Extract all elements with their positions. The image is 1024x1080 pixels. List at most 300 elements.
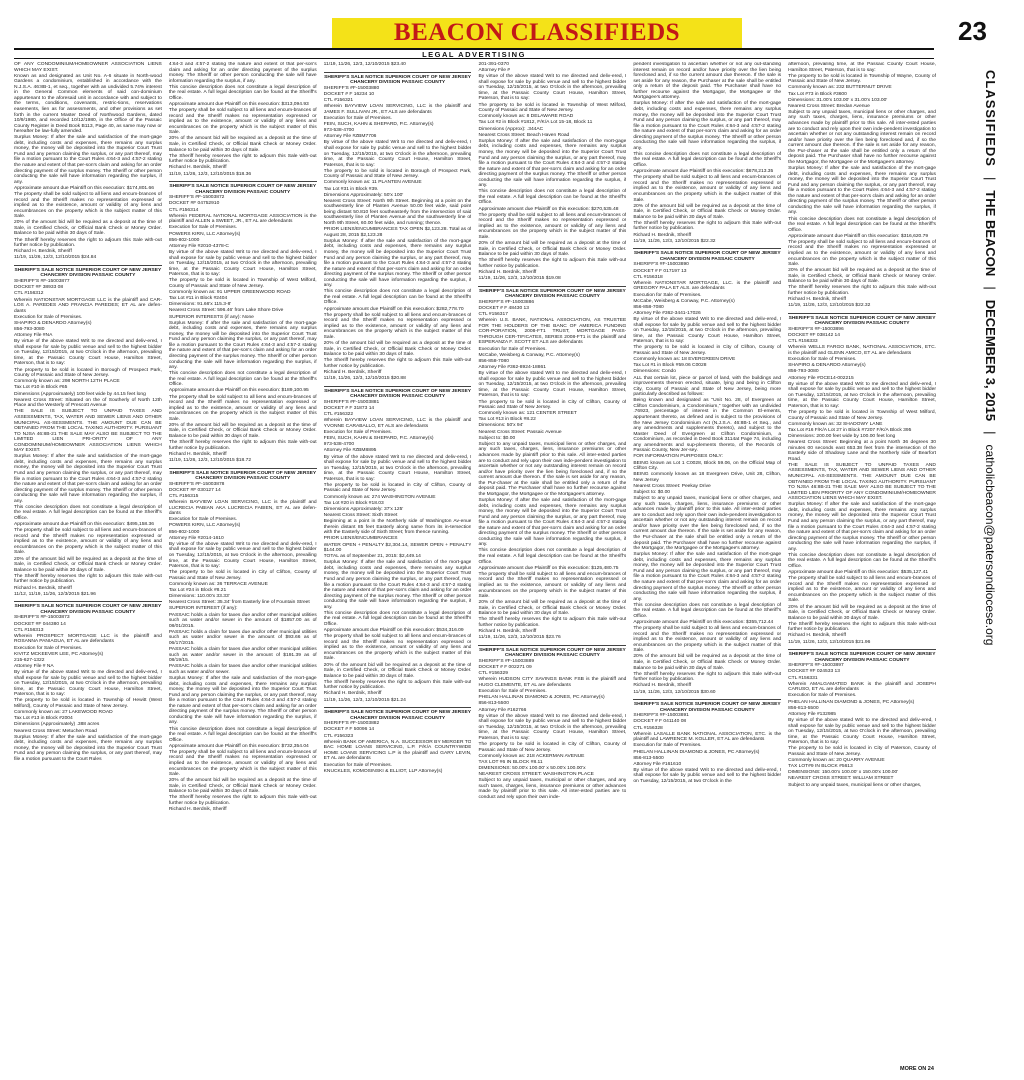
- notice-paragraph: SHERIFF'S #F-15003880: [323, 85, 380, 91]
- notice-paragraph: 215-627-1322: [14, 657, 45, 663]
- notice-paragraph: Subject to: $0.00: [633, 490, 671, 496]
- notice-paragraph: This concise description does not constitute a legal description of the real estate. A full legal description can be found at the Sheriff's Office.: [168, 726, 317, 743]
- notice-paragraph: Subject to any unpaid taxes, municipal liens or other charges, and any such taxes, charges, liens, insurance premiums or other advances made by plaintiff prior to this sale. All inter-ested parties are to conduct and rely upon their own inde-pendent investigation to ascertain whether or not any outstanding interest remain on record and/or have priority over the lien being foreclosed and, if so the current amount due thereon. If the sale is set aside for any reason, the Pur-chaser at the sale shall be entitled only a return of the deposit paid. The Purchaser shall have no further recourse against the Mortgagor, the Mortgagee or the Mortgagee's attorney.: [788, 109, 936, 165]
- notice-paragraph: DOCKET # F 31873 14: [323, 406, 375, 412]
- notice-paragraph: 973-538-4700: [323, 442, 355, 448]
- notice-paragraph: By virtue of the above stated Writ to me directed and deliv-ered, I shall expose for sale by public venue and sell to the highest bidder on Tuesday, 12/15/2015, at two O'clock in the afternoon, prevailing time, at the Passaic County Court House, Hamilton Street, Paterson, that is to say:: [323, 454, 472, 482]
- notice-column: [324, 62, 472, 1062]
- notice-paragraph: Tax Lot #11 in Block #2404: [168, 296, 228, 302]
- notice-paragraph: pendent investigation to ascertain whether or not any out-standing interest remain on record and/or have priority over the lien being foreclosed and, if so the current amount due thereon. If the sale is set aside for any reason, the Purchaser at the sale shall be entitled only a return of the deposit paid. The Purchaser shall have no further recourse against the Mortgagor, the Mortgagee or the Mortgagee's attorney.: [633, 62, 782, 101]
- notice-paragraph: FEIN, SUCH, KAHN & SHEPARD, P.C. Attorney(s): [323, 121, 434, 127]
- notice-paragraph: The property shall be sold subject to all liens and encum-brances of record and the Sheriff makes no representation expressed or implied as to the existence, amount or validity of any liens and encumbrances on the property which is the subject matter of this Sale.: [788, 576, 936, 604]
- banner-title: BEACON CLASSIFIEDS: [393, 19, 681, 46]
- notice-heading: SHERIFF'S SALE NOTICE SUPERIOR COURT OF NEW JERSEY CHANCERY DIVISION PASSAIC COUNTY: [788, 649, 936, 663]
- notice-paragraph: This concise description does not constitute a legal description of the real estate. A full legal description can be found at the Sheriff's Office.: [633, 151, 782, 169]
- side-publication: THE BEACON: [983, 190, 998, 277]
- legal-notice: [14, 265, 162, 597]
- notice-paragraph: 20% of the amount bid will be required as a deposit at the time of Sale, in Certified Check, or Official Bank Check or Money Order. Balance to be paid within 30 days of Sale.: [478, 600, 627, 617]
- notice-paragraph: SHERIFF'S #F-15003889: [478, 658, 535, 664]
- notice-paragraph: By virtue of the above stated Writ to me directed and deliv-ered, I shall expose for sale by public venue and sell to the highest bidder on Tuesday, 12/15/2015, at two O'clock in the afternoon, prevailing time, at the Passaic County Court House, Hamilton Street, Paterson, that is to say:: [323, 140, 472, 168]
- notice-paragraph: Nearest Cross Street: Metuchen Road: [14, 728, 97, 734]
- notice-column: [633, 62, 781, 1062]
- notice-heading: SHERIFF'S SALE NOTICE SUPERIOR COURT OF NEW JERSEY CHANCERY DIVISION PASSAIC COUNTY: [478, 286, 626, 300]
- notice-paragraph: DOCKET #F 038142 14: [788, 333, 840, 339]
- notice-paragraph: By virtue of the above stated Writ to me directed and deliv-ered, I shall expose for sale by public venue and sell to the highest bidder on Tuesday, 12/15/2015, at two O'clock in the afternoon, prevailing time, at the Passaic County Court House, Hamilton Street, Paterson, that is to say:: [788, 718, 936, 746]
- notice-paragraph: The property to be sold is located in City of Clifton, County of Passaic and State of New Jersey.: [478, 741, 627, 753]
- notice-paragraph: Wherein WELLS FARGO BANK, NATIONAL ASSOCIATION, ETC. is the plaintiff and GLENN AMICO, ET AL are defendants: [788, 345, 936, 356]
- notice-paragraph: FEIN, SUCH, KAHN & SHEPARD, P.C. Attorney(s): [323, 436, 434, 442]
- notice-paragraph: NEAREST CROSS STREET: WASHINGTON PLACE: [478, 772, 594, 778]
- notice-paragraph: PASSAIC holds a claim for taxes due and/or other municipal utilities such as water and/or sewer.: [168, 664, 317, 675]
- notice-paragraph: CTL #156331: [788, 675, 818, 681]
- notice-heading: SHERIFF'S SALE NOTICE SUPERIOR COURT OF NEW JERSEY CHANCERY DIVISION PASSAIC COUNTY: [324, 707, 472, 721]
- notice-paragraph: This concise description does not constitute a legal description of the real estate. A full legal description can be found at the Sheriff's Office.: [788, 216, 936, 233]
- notice-paragraph: Approximate amount due Plaintiff on this execution: $174,801.66: [14, 185, 154, 191]
- notice-paragraph: TAX LOT #6 IN BLOCK #8.11: [478, 759, 543, 765]
- notice-paragraph: Commonly known as: 20 QUARRY AVENUE: [788, 758, 885, 764]
- notice-paragraph: Tax Lot #2 in Block #1812, F/K/A Lot 15-18, Block 11: [478, 120, 593, 126]
- notice-paragraph: Commonly known as: 27 LAKEWOOD ROAD: [14, 710, 113, 716]
- notice-paragraph: Nearest Cross Street: Bredan Avenue: [788, 103, 870, 109]
- notice-paragraph: The Sheriff hereby reserves the right to adjourn this Sale with-out further notice by publication.: [168, 795, 317, 807]
- legal-notice: [478, 286, 626, 641]
- notice-paragraph: Dimensions: Condo: [633, 369, 676, 375]
- notice-paragraph: The Sheriff hereby reserves the right to adjourn this Sale with-out further notice by publication.: [633, 671, 782, 683]
- notice-paragraph: The property to be sold is located in City of Paterson, County of Passaic and State of New Jersey.: [788, 746, 936, 757]
- notice-paragraph: 20% of the amount bid will be required as a deposit at the time of Sale, in Certified Check, or Official Bank Check or Money Order. Balance to be paid within 30 days of Sale.: [168, 422, 317, 439]
- notice-paragraph: SHERIFF'S #F-15003891: [633, 713, 689, 719]
- notice-paragraph: Tax Lot #16 F/K/A Lot 27 in Block #7207 F/K/A Block 395: [788, 427, 912, 433]
- notice-paragraph: PRIOR LIENS/ENCUMBRANCES TAX OPEN $2,123.28. Total as of August 28, 2015 $2,123.28: [323, 227, 472, 238]
- notice-paragraph: The property shall be sold subject to all liens and encum-brances of record and the Sheriff makes no representation expressed or implied as to the existence, amount or validity of any liens and encumbrances on the property which is the subject matter of this Sale.: [14, 191, 162, 220]
- notice-paragraph: Wherein HUDSON CITY SAVINGS BANK FSB is the plaintiff and HUGO CLEMENTE, ET AL are defendants: [478, 677, 627, 688]
- notice-paragraph: Dimensions (Approx): .344AC: [478, 126, 544, 132]
- notice-paragraph: 20% of the amount bid will be required as a deposit at the time of Sale, in Certified Check, or Official Bank Check or Money Order. Balance to be paid within 30 days of Sale.: [633, 203, 782, 220]
- notice-paragraph: The property to be sold is located in City of Clifton, County of Passaic and State of New Jersey.: [478, 399, 627, 411]
- legal-notice: [788, 649, 936, 788]
- notice-paragraph: CTL #156329: [478, 671, 508, 677]
- notice-heading: SHERIFF'S SALE NOTICE SUPERIOR COURT OF NEW JERSEY CHANCERY DIVISION PASSAIC COUNTY: [478, 645, 626, 659]
- notice-paragraph: PASSAIC holds a claim for taxes due and/or other municipal utilities such as water and/or sewer in the amount of $93.66 as of 06/17/2015.: [168, 629, 317, 646]
- notice-paragraph: The Sheriff hereby reserves the right to adjourn this Sale with-out further notice by publication.: [323, 358, 472, 369]
- notice-paragraph: Wherein AMALGAMATED BANK is the plaintiff and JOSEPH CARUSO, ET AL are defendants: [788, 681, 936, 693]
- notice-paragraph: Attorney File #ZBM7706: [323, 134, 377, 140]
- notice-paragraph: Commonly known as: 298 NORTH 12TH PLACE: [14, 379, 120, 385]
- side-separator: |: [983, 431, 998, 435]
- notice-paragraph: DOCKET #F 044380 14: [14, 621, 66, 627]
- notice-paragraph: Commonly known as: 218 ACKERMAN AVENUE: [478, 753, 585, 759]
- notice-paragraph: Commonly known as: 121 CENTER STREET: [478, 411, 577, 417]
- notice-paragraph: SHERIFF'S #F-15003873: [14, 615, 70, 621]
- notice-paragraph: Dimensions: 200.00 feet wide by 100.00 feet long: [788, 433, 896, 439]
- notice-paragraph: Execution for Sale of Premises.: [168, 225, 238, 231]
- notice-paragraph: The property to be sold is located in Borough of Prospect Park, County of Passaic and State of New Jersey.: [323, 168, 472, 180]
- side-section: CLASSIFIEDS: [983, 70, 998, 167]
- notice-paragraph: Surplus Money: If after the sale and satisfaction of the mort-gage debt, including costs and expenses, there remains any surplus money, the money will be deposited into the Superior Court Trust Fund and any person claiming the surplus, or any part thereof, may file a motion pursuant to the Court Rules 4:64-3 and 4:57-2 stating the nature and extent of that per-son's claim and asking for an order directing payment of the surplus money. The Sheriff or other person conducting the sale will have information regarding the surplus, if any.: [788, 166, 936, 216]
- notice-paragraph: The property to be sold is located in Township of West Milford, County of Passaic and State of New Jersey.: [788, 410, 936, 421]
- notice-paragraph: Approximate amount due Plaintiff on this execution: $355,712.44: [633, 620, 774, 625]
- notice-paragraph: POWERS KIRN, LLC Attorney(s): [168, 523, 241, 529]
- notice-paragraph: 856-813-5500: [788, 705, 819, 711]
- notice-paragraph: DOCKET # F 16234 10: [323, 91, 375, 97]
- notice-paragraph: 11/19, 11/26, 12/3, 12/10/2015 $23.40: [323, 62, 406, 67]
- notice-paragraph: Surplus Money: If after the sale and satisfaction of the mort-gage debt, including costs and expenses, there remains any surplus money, the money will be deposited into the Superior Court Trust Fund and any person claiming the surplus, or any part thereof, may file a motion pursuant to the Court Rules 4:64-3 and 4:57-2 stating the nature and extent of that per-son's claim and asking for an order directing payment of the surplus money. The Sheriff or other person conducting the sale will have information regarding the surplus, if any.: [478, 138, 627, 189]
- notice-paragraph: 20% of the amount bid will be required as a deposit at the time of Sale, in Certified Check, or Official Bank Check or Money Order. Balance to be paid within 30 days of Sale.: [788, 268, 936, 285]
- notice-paragraph: Nearest Cross Street: Situated on the of Southerly of North 12th Place and the Westerly of Prescott Avenue: [14, 397, 162, 409]
- notice-paragraph: SHAPIRO & DENARDO Attorney(s): [788, 363, 866, 369]
- notice-paragraph: Attorney File #NA: [14, 333, 53, 339]
- notice-paragraph: Wherein BANK OF AMERICA, N.A. SUCCESSOR BY MERGER TO BAC HOME LOANS SERVICING, L.P. F/K/A COUNTRYWIDE HOME LOANS SERVICING L.P is the plaintiff and GARY LEVIN, ET AL are defendants: [323, 739, 472, 762]
- notice-body: [788, 663, 936, 788]
- notice-paragraph: Attorney File #161610: [633, 761, 682, 767]
- notice-paragraph: Approximate amount due Plaintiff on this execution: $678,213.35: [633, 169, 774, 175]
- notice-paragraph: Richard H. Berdnik, Sheriff: [478, 270, 537, 275]
- notice-paragraph: The Sheriff hereby reserves the right to adjourn this Sale with-out further notice by publication.: [14, 573, 162, 585]
- notice-paragraph: Commonly known as: 232 BUTTERNUT DRIVE: [788, 85, 892, 91]
- notice-paragraph: Approximate amount due Plaintiff on this execution: $270,535.48: [478, 206, 619, 212]
- notice-paragraph: Approximate amount due Plaintiff on this execution: $495,158.36: [14, 522, 154, 528]
- notice-paragraph: 11/19, 11/26, 12/3, 12/10/2015 $18.72: [168, 457, 252, 463]
- notice-paragraph: This concise description does not constitute a legal description of the real estate. A full legal description can be found at the Sheriff's Office.: [323, 610, 472, 627]
- notice-paragraph: CTL #156312: [14, 291, 44, 297]
- notice-paragraph: Tax Lot #1 in Block #59.06 C0028: [633, 363, 707, 369]
- side-date: DECEMBER 3, 2015: [983, 299, 998, 422]
- notice-paragraph: The Sheriff hereby reserves the right to adjourn this Sale with-out further notice by publication.: [478, 617, 627, 628]
- notice-paragraph: The property to be sold is located in Township of Wayne, County of Passaic and State of New Jersey.: [788, 73, 936, 85]
- notice-paragraph: SHAPIRO & DENARDO Attorney(s): [14, 320, 92, 326]
- legal-notice: [478, 645, 626, 801]
- notice-paragraph: Execution for Sale of Premises.: [168, 517, 238, 523]
- notice-paragraph: 20% of the amount bid will be required as a deposit at the time of Sale, in Certified Check, or Official Bank Check or Money Order. Balance to be paid within 30 days of Sale.: [478, 241, 627, 258]
- notice-paragraph: PHELAN HALLINAN DIAMOND & JONES, PC Attorney(s): [633, 749, 760, 755]
- notice-paragraph: Commonly known as: 8 DELAWARE ROAD: [478, 114, 574, 120]
- notice-paragraph: Approximate amount due Plaintiff on this execution: $313,094.93: [168, 102, 309, 108]
- notice-paragraph: Known as and designated as Unit No. A-6 situate in North-wood Gardens a condominium, established in accordance with the N.J.S.A. 46:8B-1, et seq., together with an undivided 5.74% interest in the General Common elements of said con-dominium appurtenant to the aforesaid unit in accordance with and subject to the terms, conditions, covenants, restric-tions, reservations easements, lien as for assessments, and other provisions as set forth in the current Master Deed of Northwood Gardens, dated 10/9/1980, and recorded 10/12/1980, in the Office of the Passaic County Register in Deed Book B113, Page 40, as same may now or hereafter be law-fully amended.: [14, 73, 162, 135]
- notice-body: [169, 62, 317, 177]
- notice-paragraph: Wherein NATIONSTAR MORTGAGE, LLC. is the plaintiff and GREGORY PALA ET ALS. are defendants: [633, 280, 782, 292]
- legal-notice: [633, 699, 781, 785]
- notice-paragraph: The property shall be sold subject to all liens and encum-brances of record and the Sheriff makes no representation expressed or implied as to the existence, amount or validity of any liens and encumbrances on the property which is the subject matter of this Sale.: [633, 626, 782, 654]
- notice-paragraph: CTL #156317: [478, 312, 508, 318]
- notice-paragraph: Subject to: $0.00: [478, 435, 516, 441]
- notice-paragraph: By virtue of the above stated Writ to me directed and deliv-ered, I shall expose for sale by public venue and sell to the highest bidder on Tuesday, 12/15/2015, at two O'clock in the afternoon, prevailing time, at the Passaic County Court House, Hamilton Street, Paterson, that is to say:: [478, 74, 627, 102]
- notice-paragraph: The property shall be sold subject to all liens and encum-brances of record and the Sheriff makes no representation expressed or implied as to the existence, amount or validity of any liens and encumbrances on the property which is the subject matter of this Sale.: [633, 175, 782, 203]
- notice-paragraph: Nearest Cross Street: Peekay Drive: [633, 483, 711, 489]
- legal-notice: [633, 248, 781, 695]
- notice-paragraph: This concise description does not constitute a legal description of the real estate. A full legal description can be found at the Sheriff's Office.: [168, 84, 317, 101]
- notice-paragraph: 201-391-0370: [478, 62, 509, 67]
- notice-paragraph: Attorney File #162766: [478, 707, 527, 713]
- notice-paragraph: 20% of the amount bid will be required as a deposit at the time of Sale, in Certified Check, or Official Bank Check or Money Order. Balance to be paid within 30 days of Sale.: [323, 341, 472, 358]
- notice-paragraph: The property to be sold is located in Borough of Prospect Park, County of Passaic and State of New Jersey.: [14, 367, 162, 379]
- notice-paragraph: 856-793-3080: [14, 327, 45, 333]
- notice-paragraph: Approximate amount due Plaintiff on this execution: $282,778.70: [323, 306, 464, 312]
- notice-body: [478, 659, 626, 800]
- notice-paragraph: DOCKET # F 017197 13: [633, 268, 687, 274]
- notice-paragraph: Execution for Sale of Premises.: [788, 357, 857, 363]
- notice-paragraph: DOCKET #F 024533 13: [788, 669, 840, 675]
- notice-paragraph: 11/12, 11/19, 11/26, 12/3/2015 $21.96: [14, 591, 96, 597]
- notice-paragraph: The property to be sold is located in City of Clifton, County of Passaic and State of New Jersey.: [323, 482, 472, 494]
- notice-paragraph: BEING known as Lot 1 C0028, Block 59.06, on the Official Map of Clifton City.: [633, 460, 782, 472]
- notice-paragraph: The property shall be sold subject to all liens and encum-brances of record and the Sheriff makes no representation expressed or implied as to the existence, amount or validity of any liens and encumbrances on the property which is the subject matter of this Sale.: [478, 212, 627, 240]
- notice-paragraph: 856-858-7080: [478, 358, 509, 364]
- notice-paragraph: The property shall be sold subject to all liens and encum-brances of record and the Sheriff makes no representation expressed or implied as to the existence, amount or validity of any liens and encumbrances on the property which is the subject matter of this Sale.: [478, 571, 627, 600]
- notice-paragraph: Richard H. Berdnik, Sheriff: [14, 585, 72, 591]
- notice-paragraph: Subject to any unpaid taxes, municipal liens or other charges, and any such taxes, charges, liens, insurance premiums or other advances made by plaintiff prior to this sale. All inter-ested parties are to conduct and rely upon their own inde-pendent investigation to ascertain whether or not any outstanding interest remain on record and/or have priority over the lien being foreclosed and, if so the current amount due thereon. If the sale is set aside for any reason, the Pur-chaser at the sale shall be entitled only a return of the deposit paid. The Purchaser shall have no further recourse against the Mortgagor, the Mortgagee or the Mortgagee's attorney.: [633, 496, 782, 552]
- notice-paragraph: McCabe, Weisberg & Conway, P.C. Attorney(s): [478, 352, 580, 358]
- notice-paragraph: Attorney File #2014-1610: [168, 535, 224, 541]
- notice-paragraph: Attorney File #132985: [788, 711, 836, 717]
- notice-paragraph: 4:64-3 and 4:57-2 stating the nature and extent of that per-son's claim and asking for an order directing payment of the surplus money. The Sheriff or other person conducting the sale will have information regarding the surplus, if any.: [168, 62, 317, 84]
- notice-paragraph: 11/19, 11/26, 12/3, 12/10/2015 $20.88: [323, 376, 406, 382]
- notice-paragraph: 856-802-1000: [168, 237, 200, 243]
- notice-paragraph: Richard H. Berdnik, Sheriff: [788, 633, 846, 639]
- notice-paragraph: This concise description does not constitute a legal description of the real estate. A full legal description can be found at the Sheriff's Office.: [14, 504, 162, 521]
- notice-paragraph: afternoon, prevailing time, at the Passaic County Court House, Hamilton Street, Paterson, that is to say:: [788, 62, 936, 73]
- notice-paragraph: 20% of the amount bid will be required as a deposit at the time of Sale, in Certified Check, or Official Bank Check or Money Order. Balance to be paid within 30 days of Sale.: [788, 604, 936, 621]
- notice-paragraph: Surplus Money: If after the sale and satisfaction of the mort-gage debt, including costs and expenses, there remains any surplus money, the money will be deposited into the Superior Court Trust Fund and any person claiming the surplus, or any part thereof, may file a motion pursuant to the Court Rules 4:64-3 and 4:57-2 stating the nature and extent of that per-son's claim and asking for an order directing payment of the surplus money. The Sheriff or other person conducting the sale will have information regarding the surplus, if any.: [14, 454, 162, 504]
- notice-paragraph: Nearest Cross Street: 596.46' from Lake Shore Drive: [168, 308, 284, 314]
- legal-notice: [169, 62, 317, 177]
- notice-paragraph: McCabe, Weisberg & Conway, P.C. Attorney(s): [633, 298, 735, 304]
- notice-paragraph: Wherein FEDERAL NATIONAL MORTGAGE ASSOCIATION is the plaintiff and ALLEN a SWEET, JR., ET AL are defendants: [168, 213, 317, 225]
- notice-paragraph: Approximate amount due Plaintiff on this execution: $125,480.75: [478, 565, 619, 571]
- notice-paragraph: Surplus Money: If after the sale and satisfaction of the mort-gage debt, including costs and expenses, there remains any surplus money, the money will be deposited into the Superior Court Trust Fund and any person claiming the surplus, or any part thereof, may file a motion pursuant to the Court Rules 4:64-3 and 4:57-2 stating the nature and extent of that per-son's claim and asking for an order directing payment of the surplus money. The Sheriff or other person conducting the sale will have information regarding the surplus, if any.: [478, 497, 627, 548]
- notice-paragraph: TOTAL as of September 21, 2015: $2,449.14: [323, 554, 421, 560]
- notice-paragraph: DOCKET # F 002271 09: [478, 665, 532, 671]
- notice-body: [788, 62, 936, 309]
- notice-paragraph: The property shall be sold subject to all liens and encum-brances of record and the Sheriff makes no representation expressed or implied as to the existence, amount or validity of any liens and encumbrances on the property which is the subject matter of this Sale.: [323, 312, 472, 340]
- notice-paragraph: Surplus Money: If after the sale and satisfaction of the mort-gage debt, including costs and expenses, there remains any surplus money, the money will be deposited into the Superior Court Trust Fund and any person claiming the surplus, or any part thereof, may file a motion pursuant to the Court Rules 4:64-3 and 4:57-2 stating the nature and extent of that per-son's claim and asking for an order directing payment of the surplus money. The Sheriff or other person conducting the sale will have information regarding the surplus, if any.: [633, 552, 782, 602]
- notice-paragraph: This concise description does not constitute a legal description of the real estate. A full legal description can be found at the Sheriff's Office.: [788, 552, 936, 569]
- notice-paragraph: 20% of the amount bid will be required as a deposit at the time of Sale, in Certified Check, or Official Bank Check or Money Order. Balance to be paid within 30 days of Sale.: [633, 654, 782, 671]
- notice-paragraph: Richard H. Berdnik, Sheriff: [168, 451, 227, 457]
- notice-paragraph: DOCKET # F 041140 08: [633, 719, 687, 725]
- notice-body: [169, 195, 317, 463]
- notice-paragraph: This concise description does not constitute a legal description of the real estate. A full legal description can be found at the Sheriff's Office.: [323, 289, 472, 306]
- notice-paragraph: Approximate amount due Plaintiff on this execution: $189,100.95: [168, 388, 309, 394]
- notice-paragraph: DOCKET #F 04752910: [168, 201, 220, 207]
- notice-paragraph: Richard H. Berdnik, Sheriff: [478, 629, 537, 635]
- notice-paragraph: The property shall be sold subject to all liens and encum-brances of record and the Sheriff makes no representation expressed or implied as to the existence, amount or validity of any liens and encumbrances on the property which is the subject matter of this Sale.: [168, 749, 317, 778]
- notice-paragraph: The Sheriff hereby reserves the right to adjourn this Sale with-out further notice by publication.: [14, 237, 162, 249]
- notice-paragraph: Tax Lot #31 in Block #39.: [323, 186, 379, 192]
- notice-paragraph: DOCKET #F 38933 08: [14, 285, 64, 291]
- notice-paragraph: This concise description does not constitute a legal description of the real estate. A full legal description can be found at the Sheriff's Office.: [478, 548, 627, 565]
- notice-paragraph: Subject to any unpaid taxes, municipal liens or other charges,: [788, 782, 922, 788]
- notice-paragraph: Execution for Sale of Premises.: [323, 429, 392, 435]
- legal-notice: [478, 62, 626, 282]
- side-separator: |: [983, 286, 998, 290]
- notice-heading: SHERIFF'S SALE NOTICE SUPERIOR COURT OF NEW JERSEY CHANCERY DIVISION PASSAIC COUNTY: [633, 248, 781, 262]
- legal-notice: [324, 62, 472, 68]
- notice-paragraph: CTL #156318: [633, 274, 663, 280]
- notice-heading: SHERIFF'S SALE NOTICE SUPERIOR COURT OF NEW JERSEY CHANCERY DIVISION PASSAIC COUNTY: [14, 265, 162, 279]
- notice-paragraph: Attorney File #362-8924-18861: [478, 365, 546, 371]
- notice-paragraph: 11/19, 11/26, 12/3, 12/10/2015 $23.76: [478, 635, 561, 641]
- notice-paragraph: Commonly known as: 18 EVERGREEN DRIVE: [633, 357, 736, 363]
- legal-notice: [324, 72, 472, 382]
- notice-paragraph: 856-802-1000: [168, 529, 200, 535]
- notice-paragraph: The Sheriff hereby reserves the right to adjourn this Sale with-out further notice by publication.: [323, 679, 472, 691]
- notice-paragraph: SUPERIOR INTERESTS (if any): None: [168, 314, 254, 320]
- notice-paragraph: BEING commonly known as 18 Evergreen Drive, Unit 28, Clifton, New Jersey: [633, 472, 782, 483]
- notice-paragraph: By virtue of the above stated Writ to me directed and deliv-ered, I shall expose for sale by public venue and sell to the highest bidder on Tuesday, 12/15/2015, at two O'clock in the afternoon, prevailing time, at the Passaic County Court House, Hamilton Street, Paterson, that is to say:: [478, 371, 627, 399]
- notice-paragraph: Dimensions: 110.00'x 33.33': [168, 594, 230, 600]
- notice-paragraph: This concise description does not constitute a legal description of the real estate. A full legal description can be found at the Sheriff's Office.: [478, 189, 627, 206]
- notice-paragraph: Execution for Sale of Premises.: [478, 346, 547, 352]
- notice-paragraph: Being known and designated as "Unit No. 28, of Evergreen at Clifton Condominium, a Condominium," together with an undivided .76923, percentage of interest in the Common El-ements, appurtenant thereto, as defined and is subject to the provisions of the New Jersey Condominium Act (N.J.S.A. 46:8B-1 et Seq., and any amendments and supplements thereto), and subject to the Master Deed of Evergreen at Clifton Condominium, a Condominium, as recorded in Deed Book 3114at Page 74, including any amendments and sup-plements thereto, of the Records of Passaic County, New Jer-sey.: [633, 398, 782, 454]
- notice-paragraph: FOR INFORMATION PURPOSES ONLY:: [633, 454, 723, 460]
- legal-notice: [169, 468, 317, 813]
- notice-paragraph: CTL #156313: [14, 627, 44, 633]
- notice-paragraph: Surplus Money: If after the sale and satisfaction of the mort-gage debt, including costs and expenses, there remains any surplus money, the money will be deposited into the Superior Court Trust Fund and any person claiming the surplus, or any part thereof, may file a motion pursuant to the Court Rules 4:64-3 and 4:57-2 stating the nature and extent of that per-son's claim and asking for an order directing payment of the surplus money. The Sheriff or other person conducting the sale will have information regarding the surplus, if any.: [633, 101, 782, 151]
- notice-paragraph: Subject to any unpaid taxes, municipal liens or other charges, and any such taxes, charges, liens, insurance premiums or other advances made by plaintiff prior to this sale. All inter-ested parties are to conduct and rely upon their own inde-pendent investigation to ascertain whether or not any outstanding interest remain on record and/or have priority over the lien being foreclosed and, if so the current amount due thereon. If the sale is set aside for any reason, the Pur-chaser at the sale shall be entitled only a return of the deposit paid. The Purchaser shall have no further recourse against the Mortgagor, the Mortgagee or the Mortgagee's attorney.: [478, 441, 627, 497]
- notice-paragraph: Attorney File #ZBM8895: [323, 448, 377, 454]
- notice-paragraph: The property shall be sold subject to all liens and encum-brances of record and the Sheriff makes no representation expressed or implied as to the existence, amount or validity of any liens and encumbrances on the property which is the subject matter of this Sale.: [168, 394, 317, 422]
- notice-paragraph: Execution for Sale of Premises.: [14, 314, 83, 320]
- notice-paragraph: Execution for Sale of Premises.: [633, 292, 702, 298]
- notice-body: [324, 721, 472, 774]
- notice-heading: SHERIFF'S SALE NOTICE SUPERIOR COURT OF NEW JERSEY CHANCERY DIVISION PASSAIC COUNTY: [169, 181, 317, 195]
- notice-paragraph: This concise description does not constitute a legal description of the real estate. A full legal description can be found at the Sheriff's Office.: [633, 602, 782, 619]
- notice-body: [14, 62, 162, 261]
- section-label: LEGAL ADVERTISING: [422, 49, 526, 59]
- legal-notices-columns: [14, 62, 936, 1062]
- notice-paragraph: Nearest Cross Street: Sixth Street: [323, 512, 398, 518]
- notice-paragraph: Attorney File #362-3441-17026: [633, 310, 701, 316]
- notice-paragraph: The property to be sold is located in City of Clifton, County of Passaic and State of New Jersey.: [168, 570, 317, 581]
- notice-paragraph: Wherein BAYVIEW LOAN SERVICING, LLC is the plaintiff and LUCRECIA PABIAN AKA LUCRECIA FABIEN, ET AL are defen-dants: [168, 500, 317, 517]
- notice-paragraph: Commonly known as: 91 UPPER GREENWOOD ROAD: [168, 289, 291, 295]
- notice-body: [169, 482, 317, 813]
- notice-paragraph: Attorney File #2010-4378-C: [168, 243, 229, 249]
- notice-paragraph: Dimensions Approximately: 37'x 125': [323, 506, 404, 512]
- notice-body: [324, 62, 472, 68]
- notice-paragraph: 20% of the amount bid will be required as a deposit at the time of Sale, in Certified Check, or Official Bank Check or Money Order. Balance to be paid within 30 days of Sale.: [14, 556, 162, 573]
- notice-paragraph: SHERIFF'S #F-15003877: [14, 279, 70, 285]
- notice-paragraph: Approximate amount due Plaintiff on this execution: $316,620.79: [788, 233, 929, 239]
- notice-paragraph: Surplus Money: If after the sale and satisfaction of the mort-gage debt, including costs and expenses, there remains any surplus money, the money will be deposited into the Superior Court Trust Fund and any person claiming the surplus, or any part thereof, may file a motion pursuant to the Court Rules 4:64-3 and 4:57-2 stating the nature and extent of that per-son's claim and asking for an order directing payment of the surplus money. The Sheriff or other person conducting the sale will have information regarding the surplus, if any.: [323, 238, 472, 289]
- notice-paragraph: SHERIFF'S #F-15003882: [323, 721, 380, 727]
- side-strip: [952, 70, 1012, 850]
- notice-paragraph: Wherein BAYVIEW LOAN SERVICING, LLC is the plaintiff and YVONNE CARABALLO, ET ALS are defendants: [323, 418, 472, 429]
- notice-paragraph: The Sheriff hereby reserves the right to adjourn this Sale with-out further notice by publication.: [788, 621, 936, 633]
- notice-paragraph: TAX LOT#9 IN BLOCK #5613: [788, 764, 853, 770]
- notice-heading: SHERIFF'S SALE NOTICE SUPERIOR COURT OF NEW JERSEY CHANCERY DIVISION PASSAIC COUNTY: [324, 386, 472, 400]
- notice-paragraph: 20% of the amount bid will be required as a deposit at the time of Sale, in Certified Check, or Official Bank Check or Money Order. Balance to be paid within 30 days of Sale.: [168, 136, 317, 153]
- notice-paragraph: Dimensions: 31.00'x 103.00' x 31.00'x 103.00': [788, 97, 888, 103]
- notice-paragraph: Richard H. Berdnik, Sheriff: [323, 691, 382, 697]
- notice-paragraph: Commonly known as: 274 WASHINGTON AVENUE: [323, 494, 436, 500]
- notice-body: [478, 62, 626, 282]
- notice-paragraph: Wherein LASALLE BANK NATIONAL ASSOCIATION, ETC. is the plaintiff and LAWRENCE M. KOLLER, ET AL are defendants: [633, 731, 782, 743]
- side-separator: |: [983, 176, 998, 181]
- notice-paragraph: 11/19, 11/26, 12/3, 12/10/2015 $19.08: [478, 276, 561, 282]
- notice-paragraph: 856-813-5500: [633, 755, 664, 761]
- continued-note: MORE ON 24: [900, 1066, 934, 1072]
- notice-paragraph: Beginning at a point in the Northerly side of Washington Av-enue therein distant 85 feet Easterly along same from its in-tersection with the Easterly side of Sixth Street; from thence running.: [323, 519, 472, 536]
- notice-paragraph: 11/19, 11/26, 12/3, 12/10/2015 $18.36: [168, 171, 252, 177]
- notice-paragraph: KIVITZ MCKEEVER LEE, PC Attorney(s): [14, 651, 104, 657]
- notice-paragraph: The property to be sold is located in Township of Hewitt (West Milford), County of Passaic and State of New Jersey.: [14, 698, 162, 709]
- notice-paragraph: This concise description does not constitute a legal description of the real estate. A full legal description can be found at the Sheriff's Office.: [168, 371, 317, 388]
- notice-paragraph: SHERIFF'S #F-15003896: [788, 327, 844, 333]
- notice-paragraph: The Sheriff hereby reserves the right to adjourn this Sale with-out further notice by publication.: [168, 153, 317, 165]
- notice-paragraph: Nearest Cross Street: 35.34' from Easterly line of Fountain Street: [168, 600, 310, 606]
- notice-paragraph: 11/19, 11/26, 12/3, 12/10/2015 $24.84: [14, 255, 97, 261]
- notice-paragraph: The property to be sold is located in City of Clifton, County of Passaic and State of New Jersey.: [633, 345, 782, 356]
- notice-body: [633, 262, 781, 695]
- notice-body: [633, 713, 781, 784]
- notice-paragraph: Attorney File # NA: [14, 663, 54, 669]
- notice-paragraph: Approximate amount due Plaintiff on this execution: $535,127.41: [788, 570, 929, 576]
- notice-paragraph: 856-858-7080: [633, 304, 664, 310]
- notice-paragraph: SHERIFF'S #F-15003872: [168, 195, 225, 201]
- notice-paragraph: CTL #156321: [323, 98, 354, 104]
- notice-column: [788, 62, 936, 1062]
- notice-paragraph: 11/19, 11/26, 12/3, 12/10/2015 $21.24: [323, 697, 406, 703]
- notice-paragraph: By virtue of the above stated Writ to me directed and deliv-ered, I shall expose for sale by public venue and sell to the highest bidder on Tuesday, 12/15/2015, at two O'clock in the afternoon, prevailing time, at the Passaic County Court House, Hamilton Street, Paterson, that is to say:: [633, 317, 782, 345]
- legal-notice: [14, 601, 162, 762]
- notice-paragraph: Attorney File #OCE14-002215: [788, 375, 854, 381]
- notice-paragraph: 11/19, 11/26, 12/3, 12/10/2015 $22.32: [788, 303, 871, 309]
- notice-paragraph: Execution for Sale of Premises.: [323, 762, 392, 768]
- notice-paragraph: Richard H. Berdnik, Sheriff: [14, 249, 72, 255]
- notice-paragraph: WATER OPEN + PENALTY $2,304.14, SEWER OPEN + PENALTY $144.00: [323, 542, 472, 554]
- notice-paragraph: 11/19, 11/26, 12/3, 12/10/2015 $30.60: [633, 689, 716, 695]
- notice-paragraph: Nearest Cross Street: Beach Haven Road: [478, 132, 570, 138]
- side-email: catholicbeacon@patersondiocese.org: [983, 444, 998, 646]
- notice-paragraph: PRIOR LIENS/ENCUMBRANCES: [323, 536, 398, 542]
- notice-column: [14, 62, 162, 1062]
- notice-paragraph: Tax Lot #73 in Block #3600: [788, 91, 847, 97]
- notice-paragraph: 11/19, 11/26, 12/3, 12/10/2015 $22.32: [633, 238, 716, 244]
- legal-notice: [169, 181, 317, 463]
- notice-paragraph: KNUCKLES, KOMOSINSKI & ELLIOT, LLP Attorney(s): [323, 768, 443, 774]
- legal-notice: [14, 62, 162, 261]
- notice-paragraph: PASSAIC holds a claim for taxes due and/or other municipal utilities such as water and/or sewer in the amount of $1857.00 as of 08/01/2015.: [168, 612, 317, 629]
- notice-paragraph: Tax Lot #13 in Block #8.22: [478, 417, 536, 423]
- notice-paragraph: Dimensions (Approximately) 100 feet wide by 44.15 feet long: [14, 391, 146, 397]
- notice-paragraph: DOCKET # F 48430 13: [478, 306, 529, 312]
- notice-paragraph: Tax Lot #20 in Block #18.03: [323, 500, 384, 506]
- notice-paragraph: Tax Lot #24 in Block #8.21: [168, 588, 227, 594]
- notice-paragraph: By virtue of the above stated Writ to me directed and deliv-ered, I shall expose for sale by public venue and sell to the highest bidder on Tuesday, 12/15/2015, at two O'clock in the afternoon, prevailing time, at the Passaic County Court House, Hamilton Street, Paterson, that is to say:: [14, 339, 162, 367]
- notice-paragraph: The property shall be sold subject to all liens and encum-brances of record and the Sheriff makes no representation expressed or implied as to the existence, amount or validity of any liens and encumbrances on the property which is the subject matter of this Sale.: [788, 239, 936, 268]
- notice-paragraph: Execution for Sale of Premises.: [323, 115, 392, 121]
- notice-paragraph: CTL #156333: [788, 339, 818, 345]
- notice-paragraph: Surplus Money: If after the sale and satisfaction of the mort-gage debt, including costs and expenses, there remains any surplus money, the money will be deposited into the Superior Court Trust Fund and any person claiming the surplus, or any part thereof, may file a motion pursuant to the Court Rules 4:64-3 and 4:57-2 stating the nature and extent of that per-son's claim and asking for an order directing payment of the surplus money. The Sheriff or other person conducting the sale will have information regarding the surplus, if any.: [788, 502, 936, 552]
- notice-paragraph: The property shall be sold subject to all liens and encum-brances of record and the Sheriff makes no representation expressed or implied as to the existence, amount or validity of any liens and encumbrances on the property which is the subject matter of this Sale.: [323, 634, 472, 662]
- notice-paragraph: DIMENSIONS: 150.00'x 100.00' x 150.00'x 100.00': [788, 770, 899, 776]
- notice-paragraph: DOCKET # F 50096 14: [323, 727, 375, 733]
- notice-paragraph: 11/19, 11/26, 12/3, 12/10/2015 $21.96: [788, 639, 871, 645]
- notice-heading: SHERIFF'S SALE NOTICE SUPERIOR COURT OF NEW JERSEY CHANCERY DIVISION PASSAIC COUNTY: [633, 699, 781, 713]
- notice-paragraph: Richard H. Berdnik, Sheriff: [168, 165, 227, 171]
- notice-paragraph: SHERIFF'S #F-15003897: [788, 663, 844, 669]
- notice-paragraph: Dimensions: 91.66'x 115.3-8': [168, 302, 232, 308]
- notice-paragraph: Wherein BAYVIEW LOAN SERVICING, LLC is the plaintiff and JAMES F. SULLIVAN JR., ET ALS are defendants: [323, 104, 472, 115]
- notice-paragraph: 20% of the amount bid will be required as a deposit at the time of Sale, in Certified Check, or Official Bank Check or Money Order. Balance to be paid within 30 days of Sale.: [14, 220, 162, 237]
- notice-paragraph: Commonly known as: 36 TERRACE AVENUE: [168, 581, 268, 587]
- notice-paragraph: ALL that certain lot, piece or parcel of land, with the buildings and improvements thereon erected, situate, lying and being in Clifton City, County of Passaic and State of New Jersey, being more particularly described as follows:: [633, 375, 782, 398]
- notice-body: [14, 279, 162, 597]
- notice-paragraph: Richard H. Berdnik, Sheriff: [323, 370, 382, 375]
- notice-paragraph: NEAREST CROSS STREET: WILLIAM STREET: [788, 776, 894, 782]
- notice-paragraph: CTL #156328: [633, 725, 663, 731]
